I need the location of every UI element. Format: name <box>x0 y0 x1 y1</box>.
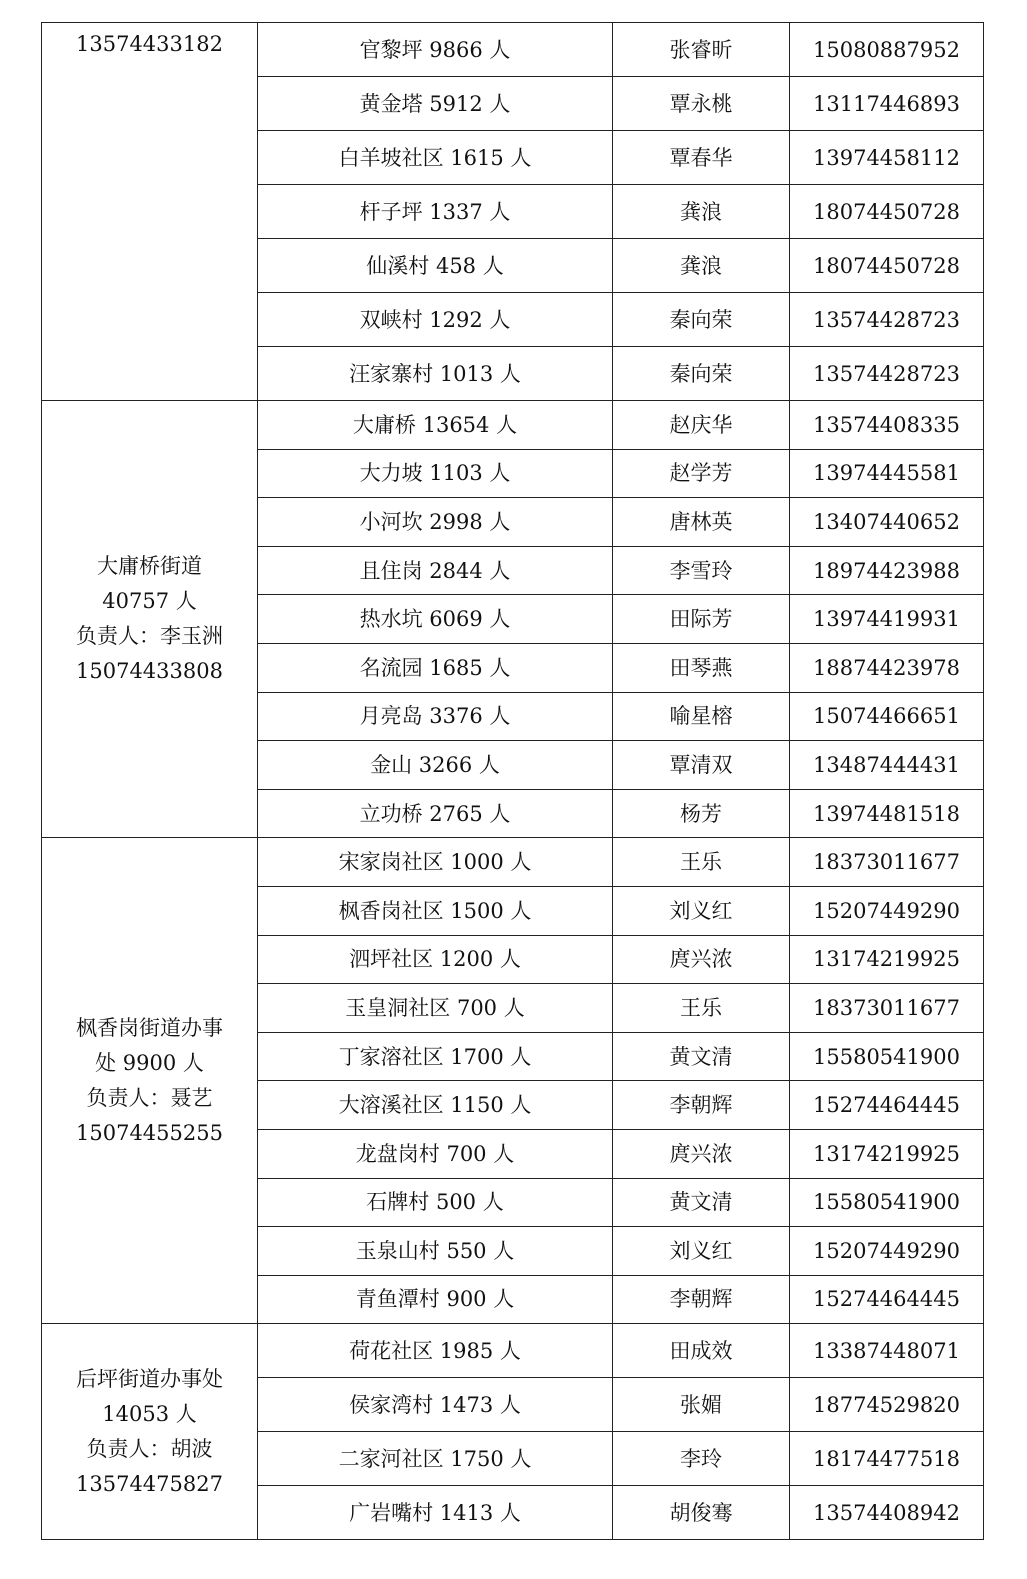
phone-cell: 13487444431 <box>790 741 984 790</box>
person-cell: 秦向荣 <box>613 347 790 401</box>
person-cell: 田际芳 <box>613 595 790 644</box>
person-cell: 李朝辉 <box>613 1275 790 1324</box>
table-row <box>42 1324 984 1378</box>
place-cell: 青鱼潭村 900 人 <box>258 1275 613 1324</box>
district-line: 15074455255 <box>76 1120 223 1145</box>
person-cell: 唐林英 <box>613 498 790 547</box>
place-cell: 立功桥 2765 人 <box>258 789 613 838</box>
place-cell: 宋家岗社区 1000 人 <box>258 838 613 887</box>
district-cell <box>42 838 258 1324</box>
place-cell: 玉泉山村 550 人 <box>258 1227 613 1276</box>
place-cell: 小河坎 2998 人 <box>258 498 613 547</box>
phone-cell: 13174219925 <box>790 935 984 984</box>
person-cell: 王乐 <box>613 984 790 1033</box>
district-cell <box>42 1324 258 1540</box>
place-cell: 大溶溪社区 1150 人 <box>258 1081 613 1130</box>
place-cell: 二家河社区 1750 人 <box>258 1432 613 1486</box>
place-cell: 大力坡 1103 人 <box>258 449 613 498</box>
phone-cell: 13574428723 <box>790 293 984 347</box>
phone-cell: 15580541900 <box>790 1178 984 1227</box>
place-cell: 名流园 1685 人 <box>258 643 613 692</box>
place-cell: 金山 3266 人 <box>258 741 613 790</box>
person-cell: 秦向荣 <box>613 293 790 347</box>
phone-cell: 18074450728 <box>790 185 984 239</box>
phone-cell: 15080887952 <box>790 23 984 77</box>
person-cell: 庹兴浓 <box>613 1129 790 1178</box>
person-cell: 王乐 <box>613 838 790 887</box>
person-cell: 李玲 <box>613 1432 790 1486</box>
district-line: 13574433182 <box>76 32 223 56</box>
district-line: 40757 人 <box>102 589 197 614</box>
place-cell: 汪家寨村 1013 人 <box>258 347 613 401</box>
district-line: 枫香岗街道办事 <box>76 1015 223 1040</box>
place-cell: 丁家溶社区 1700 人 <box>258 1032 613 1081</box>
place-cell: 热水坑 6069 人 <box>258 595 613 644</box>
table-row <box>42 838 984 887</box>
person-cell: 黄文清 <box>613 1032 790 1081</box>
place-cell: 白羊坡社区 1615 人 <box>258 131 613 185</box>
phone-cell: 18174477518 <box>790 1432 984 1486</box>
place-cell: 杆子坪 1337 人 <box>258 185 613 239</box>
phone-cell: 13974445581 <box>790 449 984 498</box>
phone-cell: 13117446893 <box>790 77 984 131</box>
place-cell: 荷花社区 1985 人 <box>258 1324 613 1378</box>
place-cell: 黄金塔 5912 人 <box>258 77 613 131</box>
place-cell: 石牌村 500 人 <box>258 1178 613 1227</box>
person-cell: 龚浪 <box>613 185 790 239</box>
district-line: 负责人：胡波 <box>86 1436 213 1461</box>
person-cell: 庹兴浓 <box>613 935 790 984</box>
phone-cell: 13174219925 <box>790 1129 984 1178</box>
phone-cell: 13974481518 <box>790 789 984 838</box>
place-cell: 泗坪社区 1200 人 <box>258 935 613 984</box>
person-cell: 李雪玲 <box>613 546 790 595</box>
place-cell: 官黎坪 9866 人 <box>258 23 613 77</box>
person-cell: 李朝辉 <box>613 1081 790 1130</box>
place-cell: 双峡村 1292 人 <box>258 293 613 347</box>
phone-cell: 15074466651 <box>790 692 984 741</box>
district-line: 负责人：聂艺 <box>86 1085 213 1110</box>
phone-cell: 18774529820 <box>790 1378 984 1432</box>
phone-cell: 15580541900 <box>790 1032 984 1081</box>
place-cell: 且住岗 2844 人 <box>258 546 613 595</box>
person-cell: 黄文清 <box>613 1178 790 1227</box>
place-cell: 玉皇洞社区 700 人 <box>258 984 613 1033</box>
district-line: 负责人：李玉洲 <box>76 624 223 649</box>
table-row <box>42 23 984 77</box>
table-body <box>42 23 984 1540</box>
district-cell <box>42 23 258 401</box>
district-line: 处 9900 人 <box>95 1050 204 1075</box>
place-cell: 月亮岛 3376 人 <box>258 692 613 741</box>
phone-cell: 13974458112 <box>790 131 984 185</box>
phone-cell: 18974423988 <box>790 546 984 595</box>
person-cell: 赵庆华 <box>613 401 790 450</box>
person-cell: 张媚 <box>613 1378 790 1432</box>
person-cell: 龚浪 <box>613 239 790 293</box>
phone-cell: 18373011677 <box>790 984 984 1033</box>
person-cell: 覃清双 <box>613 741 790 790</box>
contact-table <box>41 22 984 1540</box>
place-cell: 广岩嘴村 1413 人 <box>258 1486 613 1540</box>
phone-cell: 15274464445 <box>790 1275 984 1324</box>
person-cell: 胡俊骞 <box>613 1486 790 1540</box>
table-row <box>42 401 984 450</box>
person-cell: 杨芳 <box>613 789 790 838</box>
phone-cell: 15207449290 <box>790 1227 984 1276</box>
place-cell: 侯家湾村 1473 人 <box>258 1378 613 1432</box>
district-line: 13574475827 <box>76 1471 223 1496</box>
person-cell: 田琴燕 <box>613 643 790 692</box>
phone-cell: 13387448071 <box>790 1324 984 1378</box>
person-cell: 张睿昕 <box>613 23 790 77</box>
phone-cell: 18074450728 <box>790 239 984 293</box>
district-cell <box>42 401 258 838</box>
district-line: 后坪街道办事处 <box>76 1366 223 1391</box>
person-cell: 覃永桃 <box>613 77 790 131</box>
phone-cell: 13574428723 <box>790 347 984 401</box>
phone-cell: 13974419931 <box>790 595 984 644</box>
person-cell: 覃春华 <box>613 131 790 185</box>
district-line: 14053 人 <box>102 1401 197 1426</box>
place-cell: 枫香岗社区 1500 人 <box>258 886 613 935</box>
person-cell: 喻星榕 <box>613 692 790 741</box>
phone-cell: 18373011677 <box>790 838 984 887</box>
phone-cell: 15207449290 <box>790 886 984 935</box>
place-cell: 大庸桥 13654 人 <box>258 401 613 450</box>
district-line: 大庸桥街道 <box>97 554 202 579</box>
phone-cell: 13574408942 <box>790 1486 984 1540</box>
person-cell: 田成效 <box>613 1324 790 1378</box>
person-cell: 刘义红 <box>613 1227 790 1276</box>
phone-cell: 15274464445 <box>790 1081 984 1130</box>
district-line: 15074433808 <box>76 659 223 684</box>
place-cell: 龙盘岗村 700 人 <box>258 1129 613 1178</box>
phone-cell: 13574408335 <box>790 401 984 450</box>
phone-cell: 18874423978 <box>790 643 984 692</box>
place-cell: 仙溪村 458 人 <box>258 239 613 293</box>
phone-cell: 13407440652 <box>790 498 984 547</box>
person-cell: 刘义红 <box>613 886 790 935</box>
person-cell: 赵学芳 <box>613 449 790 498</box>
